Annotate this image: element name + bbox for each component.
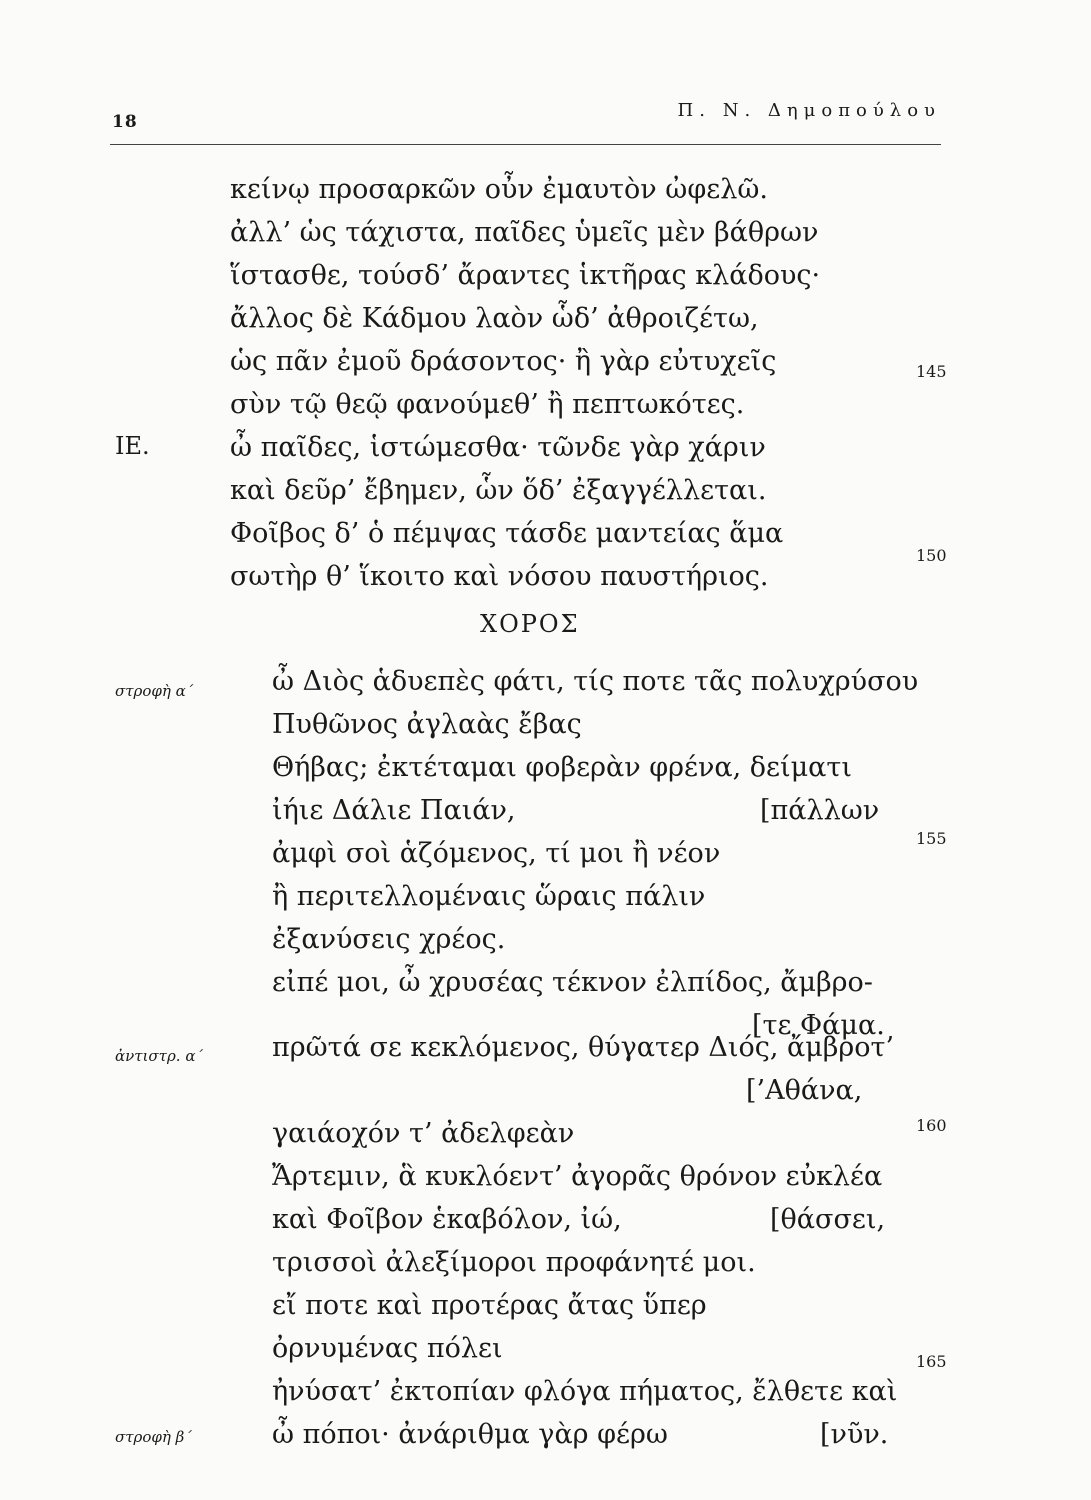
verse-line: Φοῖβος δ’ ὁ πέμψας τάσδε μαντείας ἅμα (230, 518, 784, 549)
verse-continuation: [τε Φάμα. (752, 1010, 885, 1041)
stanza-label: στροφὴ α΄ (115, 682, 194, 700)
verse-line: ἐξανύσεις χρέος. (272, 924, 506, 955)
verse-line: ἢ περιτελλομέναις ὥραις πάλιν (272, 881, 706, 912)
chorus-heading: ΧΟΡΟΣ (480, 610, 580, 638)
verse-line: Πυθῶνος ἀγλαὰς ἔβας (272, 709, 582, 740)
verse-line: ἠνύσατ’ ἐκτοπίαν φλόγα πήματος, ἔλθετε καὶ (272, 1376, 898, 1407)
verse-line: κείνῳ προσαρκῶν οὖν ἐμαυτὸν ὠφελῶ. (230, 174, 768, 205)
verse-continuation: [πάλλων (760, 795, 880, 826)
verse-line: ἄλλος δὲ Κάδμου λαὸν ὧδ’ ἀθροιζέτω, (230, 303, 759, 334)
verse-continuation: [θάσσει, (770, 1204, 886, 1235)
verse-line: πρῶτά σε κεκλόμενος, θύγατερ Διός, ἄμβροτ’ (272, 1032, 895, 1063)
verse-continuation: [νῦν. (820, 1419, 889, 1450)
line-number: 150 (916, 546, 947, 565)
line-number: 145 (916, 362, 947, 381)
verse-line: ὦ πόποι· ἀνάριθμα γὰρ φέρω (272, 1419, 668, 1450)
page-number: 18 (112, 112, 138, 132)
verse-line: εἰπέ μοι, ὦ χρυσέας τέκνον ἐλπίδος, ἄμβρο- (272, 967, 873, 998)
stanza-label: ἀντιστρ. α΄ (115, 1047, 203, 1065)
header-rule (110, 144, 941, 145)
line-number: 160 (916, 1116, 947, 1135)
verse-line: ὦ Διὸς ἁδυεπὲς φάτι, τίς ποτε τᾶς πολυχρύσου (272, 666, 919, 697)
verse-line: καὶ δεῦρ’ ἔβημεν, ὧν ὅδ’ ἐξαγγέλλεται. (230, 475, 767, 506)
verse-line: ὡς πᾶν ἐμοῦ δράσοντος· ἢ γὰρ εὐτυχεῖς (230, 346, 777, 377)
verse-line: ὀρνυμένας πόλει (272, 1333, 503, 1364)
verse-line: ἵστασθε, τούσδ’ ἄραντες ἱκτῆρας κλάδους· (230, 260, 821, 291)
author-name: Π. Ν. Δημοπούλου (677, 100, 941, 121)
stanza-label: στροφὴ β΄ (115, 1428, 192, 1446)
verse-line: ἰήιε Δάλιε Παιάν, (272, 795, 516, 826)
line-number: 165 (916, 1352, 947, 1371)
verse-line: τρισσοὶ ἀλεξίμοροι προφάνητέ μοι. (272, 1247, 756, 1278)
verse-continuation: [’Αθάνα, (746, 1075, 863, 1106)
verse-line: ἀλλ’ ὡς τάχιστα, παῖδες ὑμεῖς μὲν βάθρων (230, 217, 819, 248)
speaker-label: ΙΕ. (115, 432, 150, 460)
verse-line: ἀμφὶ σοὶ ἁζόμενος, τί μοι ἢ νέον (272, 838, 721, 869)
verse-line: ὦ παῖδες, ἱστώμεσθα· τῶνδε γὰρ χάριν (230, 432, 766, 463)
verse-line: Ἄρτεμιν, ἃ κυκλόεντ’ ἀγορᾶς θρόνον εὐκλέα (272, 1161, 883, 1192)
line-number: 155 (916, 829, 947, 848)
verse-line: καὶ Φοῖβον ἑκαβόλον, ἰώ, (272, 1204, 622, 1235)
verse-line: σὺν τῷ θεῷ φανούμεθ’ ἢ πεπτωκότες. (230, 389, 745, 420)
verse-line: Θήβας; ἐκτέταμαι φοβερὰν φρένα, δείματι (272, 752, 852, 783)
running-head (678, 99, 941, 121)
verse-line: εἴ ποτε καὶ προτέρας ἄτας ὕπερ (272, 1290, 707, 1321)
verse-line: γαιάοχόν τ’ ἀδελφεὰν (272, 1118, 575, 1149)
verse-line: σωτὴρ θ’ ἵκοιτο καὶ νόσου παυστήριος. (230, 561, 769, 592)
